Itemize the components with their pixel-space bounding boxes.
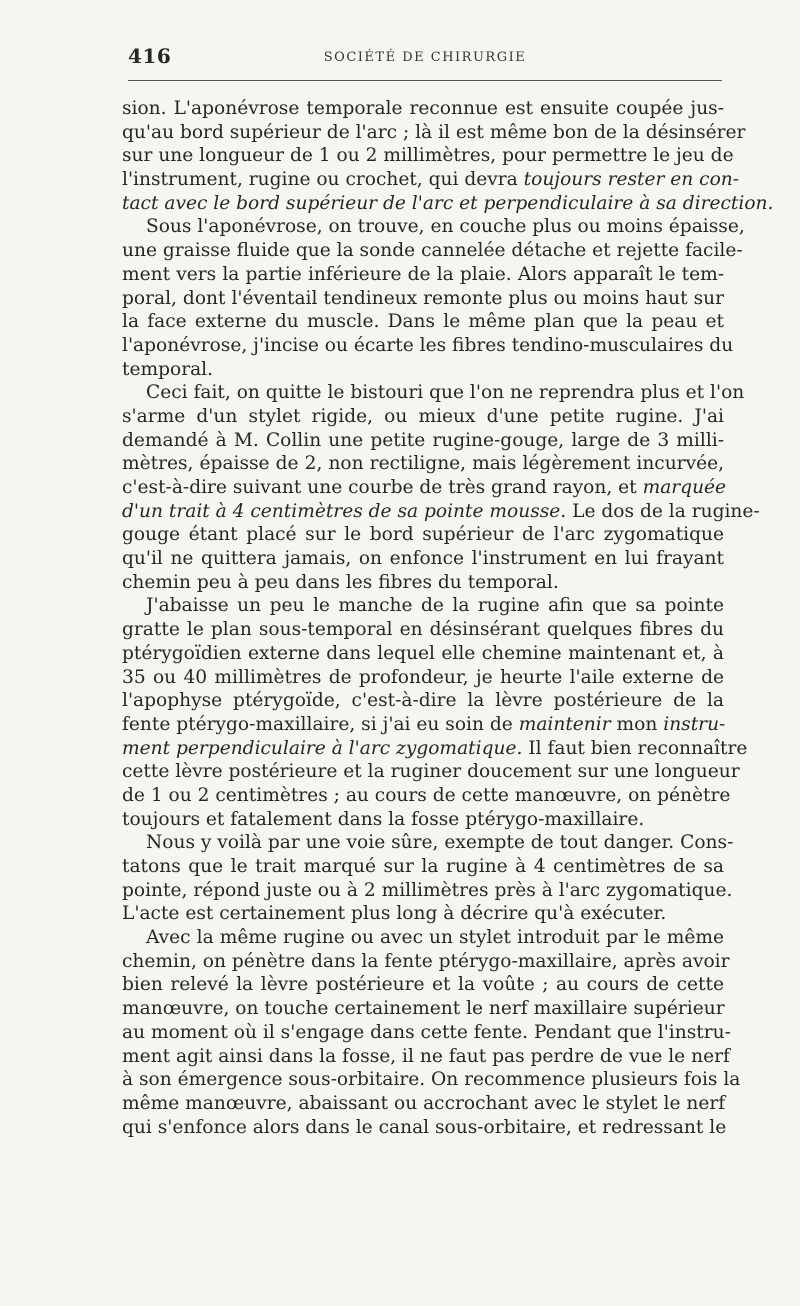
text-line bbox=[122, 1116, 727, 1140]
italic-run: maintenir bbox=[518, 713, 611, 735]
text-line bbox=[122, 950, 730, 974]
text-run: mon bbox=[610, 713, 664, 735]
text-run: gratte le plan sous-temporal en désinsérant quelques fibres du bbox=[122, 619, 724, 641]
text-run: temporal. bbox=[122, 358, 214, 380]
text-run: c'est-à-dire suivant une courbe de très grand rayon, et bbox=[122, 477, 643, 498]
text-run: mètres, épaisse de 2, non rectiligne, mais légèrement incurvée, bbox=[122, 453, 724, 475]
text-line bbox=[122, 594, 724, 618]
italic-run: d'un trait à 4 centimètres de sa pointe mousse. bbox=[122, 500, 567, 522]
text-run: chemin peu à peu dans les fibres du temporal. bbox=[122, 571, 559, 593]
text-run: ment vers la partie inférieure de la plaie. Alors apparaît le tem- bbox=[122, 263, 724, 285]
text-line bbox=[122, 879, 733, 903]
text-line bbox=[122, 476, 727, 500]
text-run: qu'il ne quittera jamais, on enfonce l'instrument en lui frayant bbox=[122, 548, 724, 570]
text-line bbox=[122, 334, 734, 358]
text-run: à son émergence sous-orbitaire. On recommence plusieurs fois la bbox=[122, 1069, 741, 1091]
text-run: Ceci fait, on quitte le bistouri que l'on ne reprendra plus et l'on bbox=[146, 382, 745, 404]
text-line bbox=[122, 902, 724, 926]
text-line bbox=[122, 405, 724, 429]
text-line bbox=[122, 760, 740, 784]
text-run: cette lèvre postérieure et la ruginer doucement sur une longueur bbox=[122, 761, 740, 783]
text-run: Nous y voilà par une voie sûre, exempte de tout danger. Cons- bbox=[146, 832, 734, 854]
paragraph bbox=[122, 97, 774, 215]
text-run: 35 ou 40 millimètres de profondeur, je heurte l'aile externe de bbox=[122, 666, 724, 688]
text-line bbox=[122, 144, 734, 168]
text-line bbox=[122, 239, 743, 263]
text-run: la face externe du muscle. Dans le même plan que la peau et bbox=[122, 311, 724, 333]
text-line bbox=[122, 737, 748, 761]
text-line bbox=[122, 784, 731, 808]
text-run: de 1 ou 2 centimètres ; au cours de cette manœuvre, on pénètre bbox=[122, 784, 731, 806]
text-line bbox=[122, 926, 724, 950]
text-line bbox=[122, 215, 745, 239]
text-run: chemin, on pénètre dans la fente ptérygo-maxillaire, après avoir bbox=[122, 950, 730, 972]
italic-run: ment perpendiculaire à l'arc zygomatique. bbox=[122, 737, 523, 759]
italic-run: tact avec le bord supérieur de l'arc et perpendiculaire à sa direction. bbox=[122, 192, 774, 214]
text-run: fente ptérygo-maxillaire, si j'ai eu soin de bbox=[122, 713, 519, 735]
paragraph bbox=[122, 831, 734, 926]
text-line bbox=[122, 168, 740, 192]
text-run: poral, dont l'éventail tendineux remonte plus ou moins haut sur bbox=[122, 287, 724, 309]
page-header bbox=[128, 44, 722, 74]
text-line bbox=[122, 429, 724, 453]
text-line bbox=[122, 310, 724, 334]
text-run: l'instrument, rugine ou crochet, qui devra bbox=[122, 169, 524, 191]
text-line bbox=[122, 831, 734, 855]
text-line bbox=[122, 121, 746, 145]
text-run: demandé à M. Collin une petite rugine-gouge, large de 3 milli- bbox=[122, 429, 724, 451]
text-run: tatons que le trait marqué sur la rugine à 4 centimètres de sa bbox=[122, 856, 724, 877]
text-run: gouge étant placé sur le bord supérieur de l'arc zygomatique bbox=[122, 524, 724, 546]
text-line bbox=[122, 97, 724, 121]
text-run: Sous l'aponévrose, on trouve, en couche plus ou moins épaisse, bbox=[146, 216, 745, 238]
text-line bbox=[122, 689, 724, 713]
paragraph bbox=[122, 926, 741, 1139]
text-line bbox=[122, 192, 774, 216]
text-run: pointe, répond juste ou à 2 millimètres près à l'arc zygomatique. bbox=[122, 879, 733, 901]
text-run: Le dos de la rugine- bbox=[566, 500, 760, 522]
text-run: Il faut bien reconnaître bbox=[522, 737, 748, 759]
text-line bbox=[122, 287, 724, 311]
text-run: qu'au bord supérieur de l'arc ; là il est même bon de la désinsérer bbox=[122, 121, 746, 143]
running-title: SOCIÉTÉ DE CHIRURGIE bbox=[323, 50, 527, 65]
text-run: s'arme d'un stylet rigide, ou mieux d'une petite rugine. J'ai bbox=[122, 405, 724, 427]
text-line bbox=[122, 500, 760, 524]
text-run: toujours et fatalement dans la fosse ptérygo-maxillaire. bbox=[122, 808, 645, 830]
text-run: Avec la même rugine ou avec un stylet introduit par le même bbox=[146, 927, 724, 949]
text-run: au moment où il s'engage dans cette fente. Pendant que l'instru- bbox=[122, 1021, 731, 1043]
page-number: 416 bbox=[128, 44, 172, 68]
italic-run: instru- bbox=[663, 713, 726, 735]
text-line bbox=[122, 618, 724, 642]
text-run: bien relevé la lèvre postérieure et la voûte ; au cours de cette bbox=[122, 974, 724, 996]
text-line bbox=[122, 547, 724, 571]
paragraph bbox=[122, 215, 745, 381]
text-run: qui s'enfonce alors dans le canal sous-orbitaire, et redressant le bbox=[122, 1116, 727, 1138]
text-run: une graisse fluide que la sonde cannelée détache et rejette facile- bbox=[122, 240, 743, 262]
text-line bbox=[122, 523, 724, 547]
text-line bbox=[122, 973, 724, 997]
text-run: l'apophyse ptérygoïde, c'est-à-dire la lèvre postérieure de la bbox=[122, 690, 724, 712]
text-line bbox=[122, 713, 724, 737]
body-text bbox=[122, 97, 774, 1139]
text-line bbox=[122, 571, 724, 595]
text-line bbox=[122, 452, 724, 476]
text-line bbox=[122, 997, 724, 1021]
text-line bbox=[122, 855, 724, 879]
text-run: l'aponévrose, j'incise ou écarte les fibres tendino-musculaires du bbox=[122, 334, 734, 356]
text-line bbox=[122, 1045, 730, 1069]
text-run: même manœuvre, abaissant ou accrochant avec le stylet le nerf bbox=[122, 1092, 726, 1114]
text-line bbox=[122, 1068, 741, 1092]
text-run: L'acte est certainement plus long à décrire qu'à exécuter. bbox=[122, 903, 667, 925]
text-line bbox=[122, 1092, 724, 1116]
text-run: ment agit ainsi dans la fosse, il ne faut pas perdre de vue le nerf bbox=[122, 1045, 730, 1067]
text-run: ptérygoïdien externe dans lequel elle chemine maintenant et, à bbox=[122, 642, 724, 664]
text-line bbox=[122, 358, 724, 382]
text-line bbox=[122, 666, 724, 690]
italic-run: toujours rester en con- bbox=[523, 169, 740, 191]
header-rule bbox=[128, 80, 722, 81]
paragraph bbox=[122, 381, 760, 594]
text-line bbox=[122, 808, 724, 832]
text-line bbox=[122, 263, 724, 287]
text-run: manœuvre, on touche certainement le nerf maxillaire supérieur bbox=[122, 998, 725, 1020]
text-run: sion. L'aponévrose temporale reconnue est ensuite coupée jus- bbox=[122, 98, 724, 119]
text-line bbox=[122, 1021, 731, 1045]
italic-run: marquée bbox=[642, 477, 727, 498]
text-run: J'abaisse un peu le manche de la rugine afin que sa pointe bbox=[146, 595, 724, 617]
paragraph bbox=[122, 594, 748, 831]
text-line bbox=[122, 642, 724, 666]
text-run: sur une longueur de 1 ou 2 millimètres, pour permettre le jeu de bbox=[122, 145, 734, 167]
text-line bbox=[122, 381, 745, 405]
